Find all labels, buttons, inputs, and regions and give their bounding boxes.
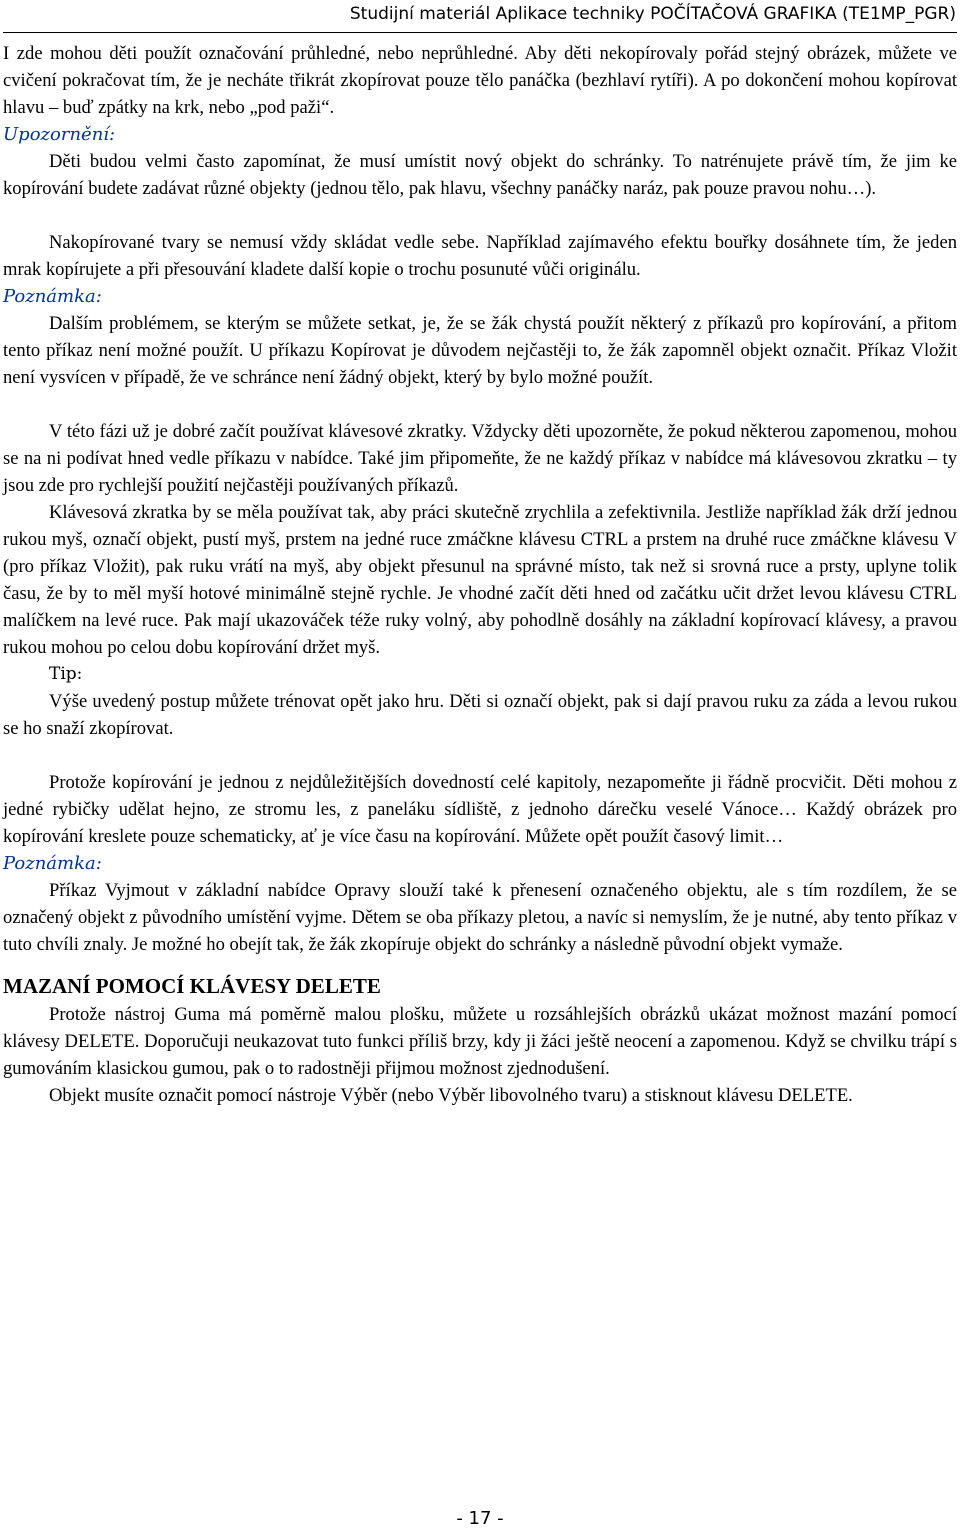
page-number: - 17 - (456, 1508, 504, 1529)
paragraph-tip-game: Výše uvedený postup můžete trénovat opět jako hru. Děti si označí objekt, pak si dají pravou ruku za záda a levou rukou se ho snaží zkopírovat. (3, 691, 957, 739)
paragraph-keyboard-shortcuts: V této fázi už je dobré začít používat klávesové zkratky. Vždycky děti upozorněte, že pokud některou zapomenou, mohou se na ni podívat hned vedle příkazu v nabídce. Také jim připomeňte, že ne každý příkaz v nabídce má klávesovou zkratku – ty jsou zde pro rychlejší použití nejčastěji používaných příkazů. (3, 421, 957, 496)
page-footer (0, 1506, 960, 1532)
paragraph-copy-command-problem: Dalším problémem, se kterým se můžete setkat, je, že se žák chystá použít některý z příkazů pro kopírování, a přitom tento příkaz není možné použít. U příkazu Kopírovat je důvodem nejčastěji to, že žák zapomněl objekt označit. Příkaz Vložit není vysvícen v případě, že ve schránce není žádný objekt, který by bylo možné použít. (3, 313, 957, 388)
paragraph-shortcut-usage: Klávesová zkratka by se měla používat tak, aby práci skutečně zrychlila a zefektivnila. Jestliže například žák drží jednou rukou myš, označí objekt, pustí myš, prstem na jedné ruce zmáčkne klávesu CTRL a prstem na druhé ruce zmáčkne klávesu V (pro příkaz Vložit), pak ruku vrátí na myš, aby objekt přesunul na správné místo, tak než si srovná ruce a prsty, uplyne tolik času, že by to měl myší hotové minimálně stejně rychle. Je vhodné začít děti hned od začátku učit držet levou klávesu CTRL malíčkem na levé ruce. Pak mají ukazováček téže ruky volný, aby pohodlně dosáhly na základní kopírovací klávesy, a pravou rukou mohou po celou dobu kopírování držet myš. (3, 502, 957, 658)
header-rule (3, 32, 957, 33)
paragraph-body-parts-copying: I zde mohou děti použít označování průhledné, nebo neprůhledné. Aby děti nekopírovaly pořád stejný obrázek, můžete ve cvičení pokračovat tím, že je necháte třikrát zkopírovat pouze tělo panáčka (bezhlaví rytíři). A po dokončení mohou kopírovat hlavu – buď zpátky na krk, nebo „pod paži“. (3, 43, 957, 118)
paragraph-storm-effect: Nakopírované tvary se nemusí vždy skládat vedle sebe. Například zajímavého efektu bouřky dosáhnete tím, že jeden mrak kopírujete a při přesouvání kladete další kopie o trochu posunuté vůči originálu. (3, 232, 957, 280)
label-note: Poznámka: (3, 286, 102, 307)
paragraph-practice-copying: Protože kopírování je jednou z nejdůležitějších dovedností celé kapitoly, nezapomeňte ji řádně procvičit. Děti mohou z jedné rybičky udělat hejno, ze stromu les, z paneláku sídliště, z jednoho dárečku veselé Vánoce… Každý obrázek pro kopírování kreslete pouze schematicky, ať je více času na kopírování. Můžete opět použít časový limit… (3, 772, 957, 847)
header-title: Studijní materiál Aplikace techniky POČÍTAČOVÁ GRAFIKA (TE1MP_PGR) (349, 4, 956, 24)
paragraph-delete-key: Protože nástroj Guma má poměrně malou plošku, můžete u rozsáhlejších obrázků ukázat možnost mazání pomocí klávesy DELETE. Doporučuji neukazovat tuto funkci příliš brzy, kdy ji žáci ještě neocení a zapomenou. Když se chvilku trápí s gumováním klasickou gumou, pak o to radostněji přijmou možnost zjednodušení. (3, 1004, 957, 1079)
label-note-cut: Poznámka: (3, 853, 102, 874)
document-body (3, 40, 957, 1109)
section-heading-delete: MAZANÍ POMOCÍ KLÁVESY DELETE (3, 974, 381, 998)
paragraph-clipboard-reminder: Děti budou velmi často zapomínat, že musí umístit nový objekt do schránky. To natrénujete právě tím, že jim ke kopírování budete zadávat různé objekty (jednou tělo, pak hlavu, všechny panáčky naráz, pak pouze pravou nohu…). (3, 151, 957, 199)
label-tip: Tip: (49, 664, 83, 684)
paragraph-select-and-delete: Objekt musíte označit pomocí nástroje Výběr (nebo Výběr libovolného tvaru) a stisknout klávesu DELETE. (49, 1085, 853, 1106)
page-header (350, 4, 956, 24)
paragraph-cut-command: Příkaz Vyjmout v základní nabídce Opravy slouží také k přenesení označeného objektu, ale s tím rozdílem, že se označený objekt z původního umístění vyjme. Dětem se oba příkazy pletou, a navíc si nemyslím, že je nutné, aby tento příkaz v tuto chvíli znaly. Je možné ho obejít tak, že žák zkopíruje objekt do schránky a následně původní objekt vymaže. (3, 880, 957, 955)
label-warning: Upozornění: (3, 124, 116, 145)
